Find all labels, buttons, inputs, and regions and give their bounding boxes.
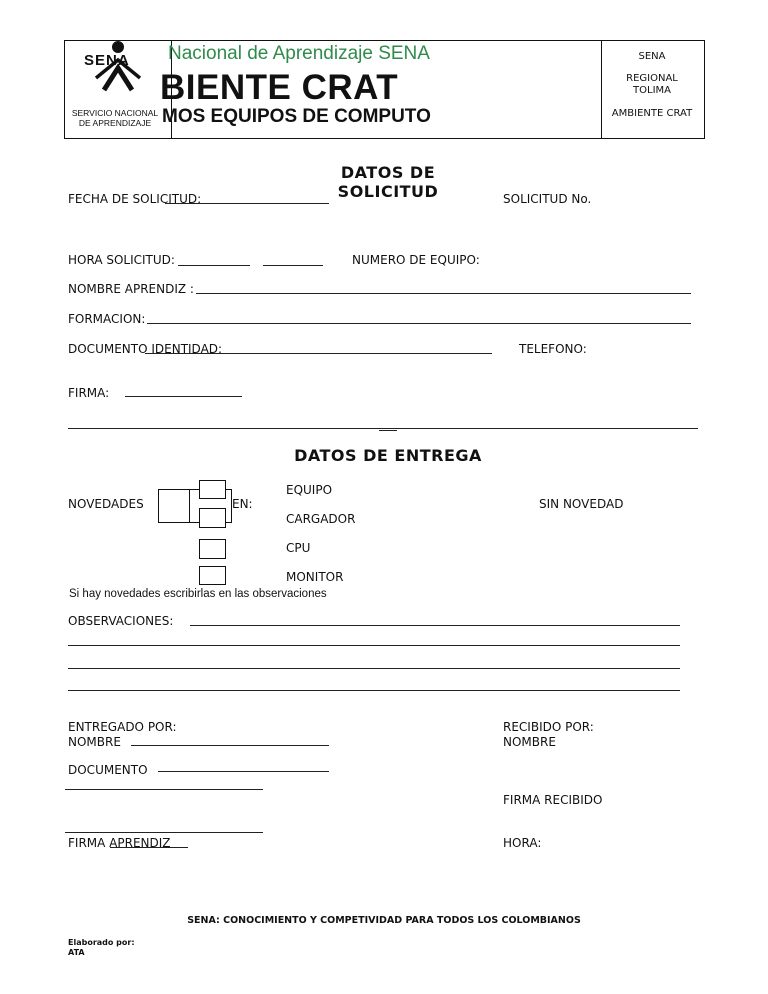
observaciones-label: OBSERVACIONES: xyxy=(68,614,174,628)
novedades-checkbox[interactable] xyxy=(158,489,191,523)
equipo-checkbox[interactable] xyxy=(199,480,226,499)
section-title-line: SOLICITUD xyxy=(337,182,439,201)
elaborado-label: Elaborado por: xyxy=(68,938,135,947)
header-right-regional: REGIONAL xyxy=(626,73,678,84)
documento-label: DOCUMENTO xyxy=(68,763,148,777)
section-title-line: DATOS DE xyxy=(340,163,436,182)
observaciones-line[interactable] xyxy=(68,645,680,646)
hora-solicitud-label: HORA SOLICITUD: xyxy=(68,253,175,267)
novedades-note: Si hay novedades escribirlas en las observaciones xyxy=(69,588,327,600)
telefono-label: TELEFONO: xyxy=(519,342,587,356)
documento-identidad-label: DOCUMENTO IDENTIDAD: xyxy=(68,342,223,356)
logo-subtitle-line: DE APRENDIZAJE xyxy=(78,118,152,128)
header-right-ambiente: AMBIENTE CRAT xyxy=(611,108,693,119)
nombre-aprendiz-field[interactable] xyxy=(196,293,691,294)
logo-subtitle-line: SERVICIO NACIONAL xyxy=(71,108,159,118)
section-title-solicitud xyxy=(318,163,458,201)
observaciones-line[interactable] xyxy=(68,668,680,669)
recibido-por-label: RECIBIDO POR: xyxy=(503,720,594,734)
en-label: EN: xyxy=(232,497,253,511)
sin-novedad-label: SIN NOVEDAD xyxy=(539,497,624,511)
firma-recibido-label: FIRMA RECIBIDO xyxy=(503,793,603,807)
header-right-tolima: TOLIMA xyxy=(633,85,671,96)
logo-text: SENA xyxy=(84,52,130,69)
section-divider xyxy=(68,428,698,429)
entregado-por-label: ENTREGADO POR: xyxy=(68,720,177,734)
item-cpu-label: CPU xyxy=(286,541,311,555)
numero-equipo-label: NUMERO DE EQUIPO: xyxy=(352,253,480,267)
header-right-sena: SENA xyxy=(638,51,666,62)
cargador-checkbox[interactable] xyxy=(199,508,226,528)
sena-logo-icon xyxy=(92,38,154,106)
item-equipo-label: EQUIPO xyxy=(286,483,333,497)
hora-label: HORA: xyxy=(503,836,542,850)
signature-line[interactable] xyxy=(65,789,263,790)
logo-subtitle xyxy=(70,108,160,128)
header-title-mid: MOS EQUIPOS DE COMPUTO xyxy=(162,106,431,127)
fecha-solicitud-field[interactable] xyxy=(165,203,329,204)
footer-slogan: SENA: CONOCIMIENTO Y COMPETIVIDAD PARA TODOS LOS COLOMBIANOS xyxy=(187,915,581,926)
firma-field[interactable] xyxy=(125,396,242,397)
nombre-aprendiz-label: NOMBRE APRENDIZ : xyxy=(68,282,194,296)
elaborado-value: ATA xyxy=(68,948,85,957)
solicitud-no-label: SOLICITUD No. xyxy=(503,192,592,206)
novedades-label: NOVEDADES xyxy=(68,497,144,511)
firma-aprendiz-line[interactable] xyxy=(65,832,263,833)
item-monitor-label: MONITOR xyxy=(286,570,344,584)
fecha-solicitud-label: FECHA DE SOLICITUD: xyxy=(68,192,202,206)
header-title-big: BIENTE CRAT xyxy=(160,68,399,107)
documento-field[interactable] xyxy=(158,771,329,772)
recibido-nombre-label: NOMBRE xyxy=(503,735,556,749)
item-cargador-label: CARGADOR xyxy=(286,512,356,526)
observaciones-line[interactable] xyxy=(68,690,680,691)
firma-aprendiz-label: FIRMA APRENDIZ xyxy=(68,836,171,850)
firma-aprendiz-underline xyxy=(110,847,188,848)
section-title-entrega: DATOS DE ENTREGA xyxy=(294,446,482,465)
firma-label: FIRMA: xyxy=(68,386,110,400)
section-divider-mark xyxy=(379,430,397,431)
formacion-label: FORMACION: xyxy=(68,312,146,326)
hora-solicitud-field[interactable] xyxy=(178,265,250,266)
header-title-green: Nacional de Aprendizaje SENA xyxy=(168,43,430,64)
entregado-nombre-field[interactable] xyxy=(131,745,329,746)
entregado-nombre-label: NOMBRE xyxy=(68,735,121,749)
hora-solicitud-field-2[interactable] xyxy=(263,265,323,266)
monitor-checkbox[interactable] xyxy=(199,566,226,585)
formacion-field[interactable] xyxy=(147,323,691,324)
observaciones-line[interactable] xyxy=(190,625,680,626)
cpu-checkbox[interactable] xyxy=(199,539,226,559)
documento-identidad-field[interactable] xyxy=(145,353,492,354)
